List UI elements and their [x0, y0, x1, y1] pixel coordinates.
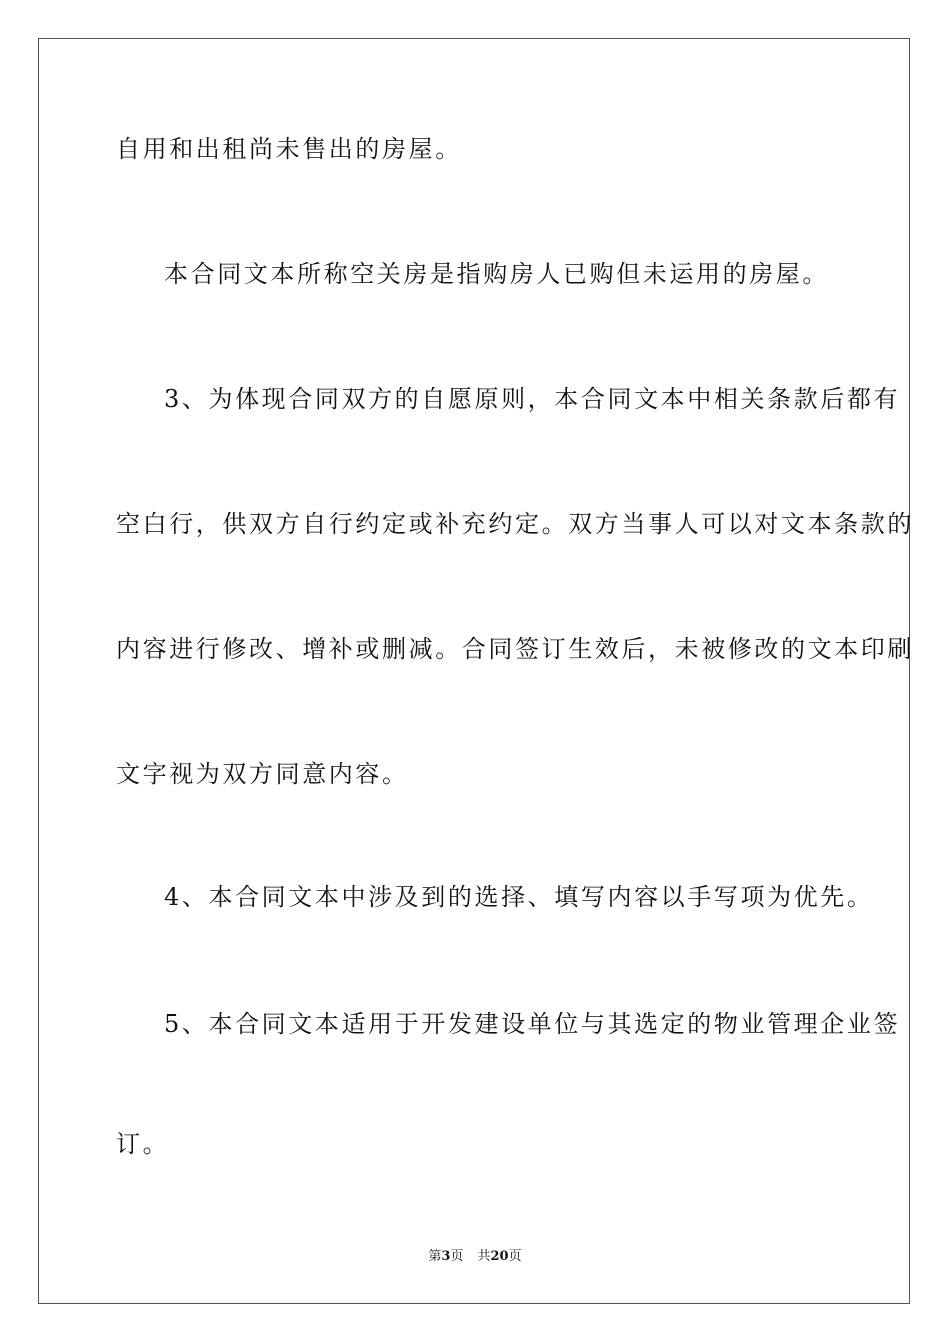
page-suffix: 页 [450, 1249, 464, 1264]
page-number: 3 [441, 1249, 451, 1264]
total-pages: 20 [490, 1249, 509, 1264]
body-line-6: 文字视为双方同意内容。 [116, 760, 409, 788]
body-line-3: 3、为体现合同双方的自愿原则，本合同文本中相关条款后都有 [164, 385, 901, 413]
total-suffix: 页 [508, 1249, 522, 1264]
page-prefix: 第 [428, 1249, 442, 1264]
page-border [38, 38, 914, 1304]
total-prefix: 共 [477, 1249, 491, 1264]
body-line-8: 5、本合同文本适用于开发建设单位与其选定的物业管理企业签 [164, 1010, 901, 1038]
body-line-9: 订。 [116, 1130, 170, 1158]
body-line-7: 4、本合同文本中涉及到的选择、填写内容以手写项为优先。 [164, 883, 874, 911]
page-footer [0, 1248, 950, 1266]
body-line-4: 空白行，供双方自行约定或补充约定。双方当事人可以对文本条款的 [116, 510, 914, 538]
body-line-2: 本合同文本所称空关房是指购房人已购但未运用的房屋。 [164, 260, 829, 288]
body-line-5: 内容进行修改、增补或删减。合同签订生效后，未被修改的文本印刷 [116, 635, 914, 663]
body-line-1: 自用和出租尚未售出的房屋。 [116, 135, 462, 163]
